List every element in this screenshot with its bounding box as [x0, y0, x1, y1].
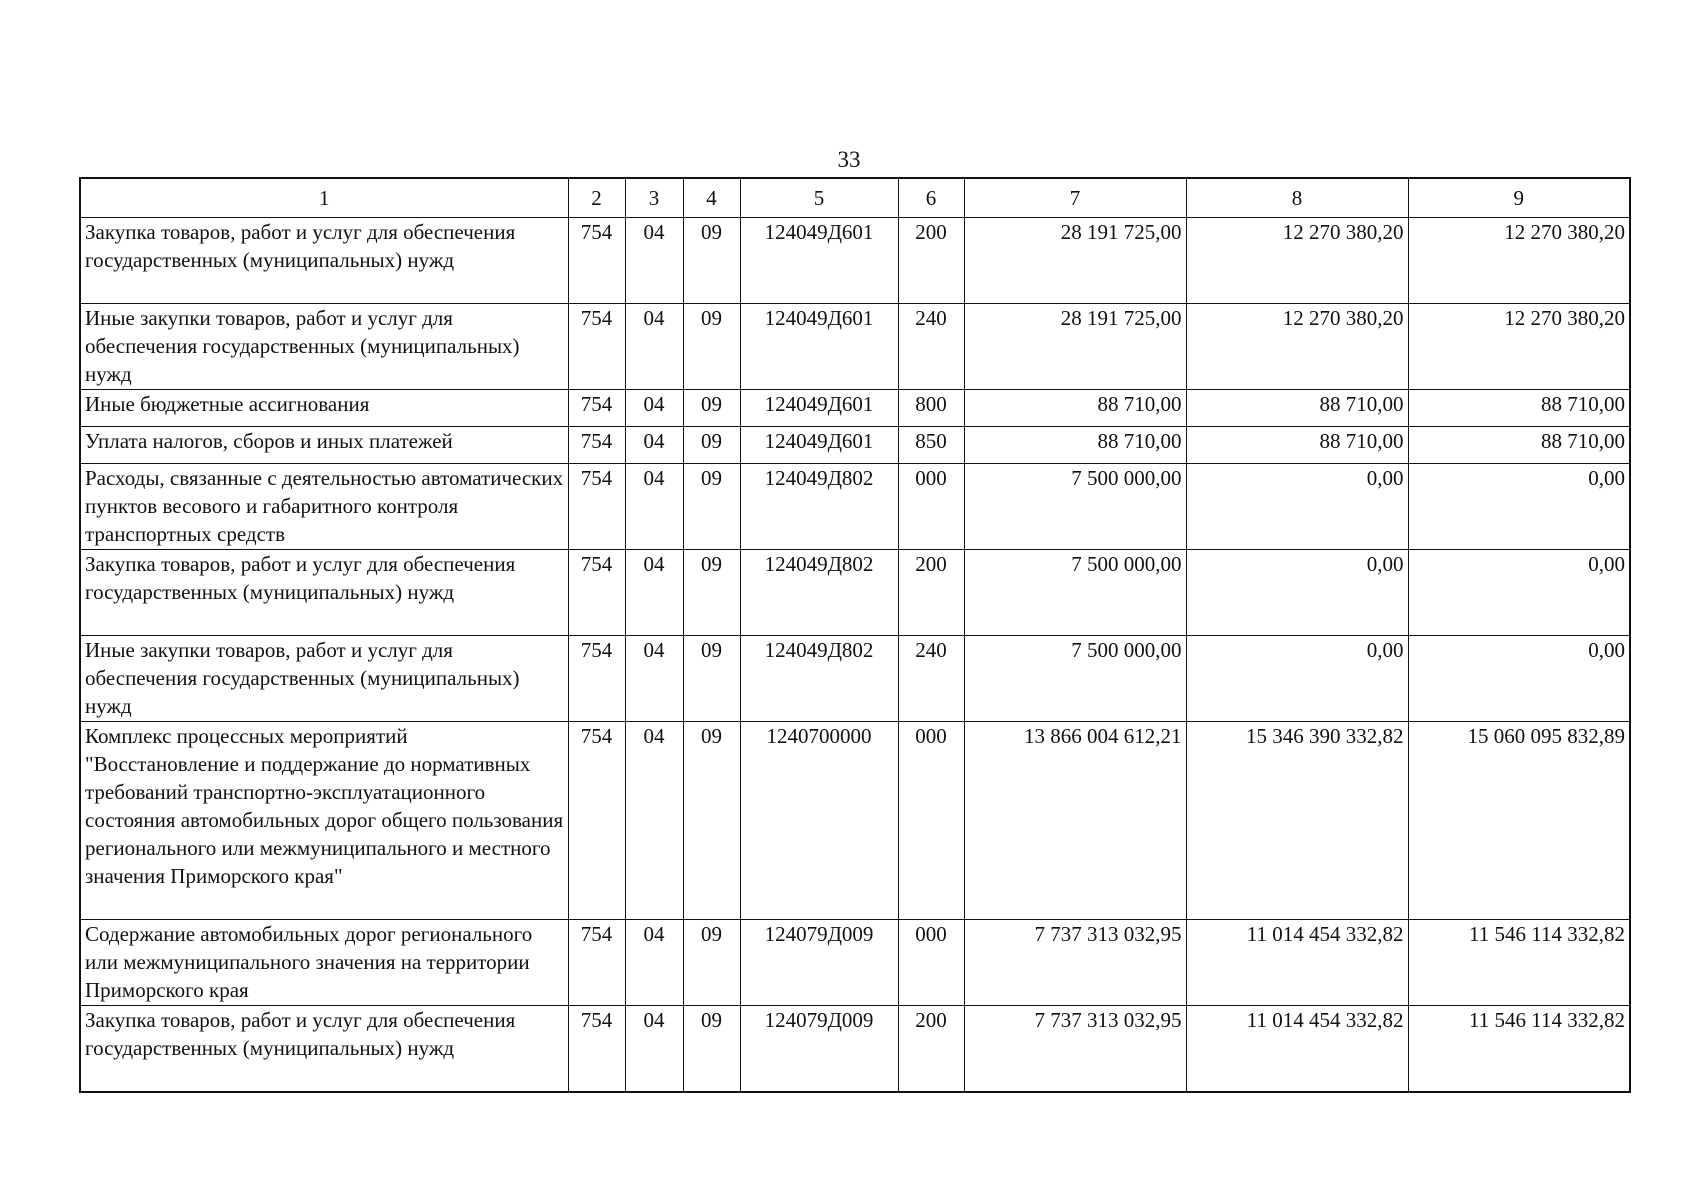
expense-type-cell: 000: [898, 722, 964, 920]
amount-col9-cell: 88 710,00: [1408, 390, 1630, 427]
expense-type-cell: 240: [898, 304, 964, 390]
amount-col7-cell: 28 191 725,00: [964, 304, 1186, 390]
ministry-code-cell: 754: [568, 427, 625, 464]
row-name-cell: Содержание автомобильных дорог регионального или межмуниципального значения на территории Приморского края: [80, 920, 568, 1006]
header-row: [80, 178, 1630, 218]
amount-col7-cell: 88 710,00: [964, 427, 1186, 464]
ministry-code-cell: 754: [568, 218, 625, 304]
target-code-cell: 124049Д802: [740, 636, 898, 722]
subsection-code-cell: 09: [683, 920, 740, 1006]
table-row: [80, 636, 1630, 722]
subsection-code-cell: 09: [683, 304, 740, 390]
table-row: [80, 722, 1630, 920]
table-row: [80, 464, 1630, 550]
section-code-cell: 04: [625, 550, 683, 636]
budget-table: [79, 177, 1631, 1093]
section-code-cell: 04: [625, 636, 683, 722]
subsection-code-cell: 09: [683, 550, 740, 636]
expense-type-cell: 200: [898, 550, 964, 636]
target-code-cell: 124079Д009: [740, 1006, 898, 1093]
section-code-cell: 04: [625, 464, 683, 550]
amount-col7-cell: 7 500 000,00: [964, 464, 1186, 550]
section-code-cell: 04: [625, 1006, 683, 1093]
section-code-cell: 04: [625, 722, 683, 920]
header-cell: 5: [740, 178, 898, 218]
amount-col9-cell: 11 546 114 332,82: [1408, 920, 1630, 1006]
amount-col7-cell: 7 737 313 032,95: [964, 920, 1186, 1006]
row-name-cell: Закупка товаров, работ и услуг для обеспечения государственных (муниципальных) нужд: [80, 550, 568, 636]
amount-col8-cell: 12 270 380,20: [1186, 304, 1408, 390]
table-row: [80, 304, 1630, 390]
amount-col8-cell: 88 710,00: [1186, 427, 1408, 464]
subsection-code-cell: 09: [683, 390, 740, 427]
amount-col7-cell: 28 191 725,00: [964, 218, 1186, 304]
ministry-code-cell: 754: [568, 304, 625, 390]
expense-type-cell: 000: [898, 464, 964, 550]
target-code-cell: 124049Д802: [740, 464, 898, 550]
header-cell: 3: [625, 178, 683, 218]
ministry-code-cell: 754: [568, 722, 625, 920]
row-name-cell: Уплата налогов, сборов и иных платежей: [80, 427, 568, 464]
header-cell: 2: [568, 178, 625, 218]
amount-col9-cell: 12 270 380,20: [1408, 218, 1630, 304]
section-code-cell: 04: [625, 304, 683, 390]
expense-type-cell: 200: [898, 1006, 964, 1093]
row-name-cell: Комплекс процессных мероприятий "Восстановление и поддержание до нормативных требований транспортно-эксплуатационного состояния автомобильных дорог общего пользования регионального или межмуниципального и местного значения Приморского края": [80, 722, 568, 920]
amount-col7-cell: 7 500 000,00: [964, 636, 1186, 722]
amount-col9-cell: 11 546 114 332,82: [1408, 1006, 1630, 1093]
amount-col8-cell: 88 710,00: [1186, 390, 1408, 427]
amount-col7-cell: 88 710,00: [964, 390, 1186, 427]
target-code-cell: 124049Д802: [740, 550, 898, 636]
ministry-code-cell: 754: [568, 920, 625, 1006]
section-code-cell: 04: [625, 390, 683, 427]
header-cell: 7: [964, 178, 1186, 218]
expense-type-cell: 800: [898, 390, 964, 427]
page-number: 33: [837, 147, 861, 172]
target-code-cell: 124049Д601: [740, 390, 898, 427]
header-cell: 9: [1408, 178, 1630, 218]
table-row: [80, 390, 1630, 427]
header-cell: 8: [1186, 178, 1408, 218]
subsection-code-cell: 09: [683, 1006, 740, 1093]
target-code-cell: 124079Д009: [740, 920, 898, 1006]
subsection-code-cell: 09: [683, 722, 740, 920]
amount-col9-cell: 0,00: [1408, 550, 1630, 636]
section-code-cell: 04: [625, 920, 683, 1006]
row-name-cell: Закупка товаров, работ и услуг для обеспечения государственных (муниципальных) нужд: [80, 1006, 568, 1093]
ministry-code-cell: 754: [568, 636, 625, 722]
row-name-cell: Закупка товаров, работ и услуг для обеспечения государственных (муниципальных) нужд: [80, 218, 568, 304]
target-code-cell: 1240700000: [740, 722, 898, 920]
subsection-code-cell: 09: [683, 427, 740, 464]
row-name-cell: Расходы, связанные с деятельностью автоматических пунктов весового и габаритного контроля транспортных средств: [80, 464, 568, 550]
amount-col8-cell: 0,00: [1186, 550, 1408, 636]
amount-col8-cell: 11 014 454 332,82: [1186, 920, 1408, 1006]
table-row: [80, 1006, 1630, 1093]
amount-col9-cell: 0,00: [1408, 636, 1630, 722]
expense-type-cell: 850: [898, 427, 964, 464]
table-row: [80, 920, 1630, 1006]
ministry-code-cell: 754: [568, 390, 625, 427]
expense-type-cell: 240: [898, 636, 964, 722]
table-row: [80, 427, 1630, 464]
amount-col7-cell: 7 500 000,00: [964, 550, 1186, 636]
target-code-cell: 124049Д601: [740, 304, 898, 390]
table-row: [80, 218, 1630, 304]
amount-col9-cell: 0,00: [1408, 464, 1630, 550]
expense-type-cell: 200: [898, 218, 964, 304]
row-name-cell: Иные закупки товаров, работ и услуг для обеспечения государственных (муниципальных) нужд: [80, 636, 568, 722]
ministry-code-cell: 754: [568, 464, 625, 550]
amount-col9-cell: 88 710,00: [1408, 427, 1630, 464]
header-cell: 6: [898, 178, 964, 218]
amount-col8-cell: 11 014 454 332,82: [1186, 1006, 1408, 1093]
expense-type-cell: 000: [898, 920, 964, 1006]
amount-col9-cell: 12 270 380,20: [1408, 304, 1630, 390]
section-code-cell: 04: [625, 218, 683, 304]
target-code-cell: 124049Д601: [740, 427, 898, 464]
section-code-cell: 04: [625, 427, 683, 464]
ministry-code-cell: 754: [568, 1006, 625, 1093]
row-name-cell: Иные бюджетные ассигнования: [80, 390, 568, 427]
target-code-cell: 124049Д601: [740, 218, 898, 304]
amount-col8-cell: 12 270 380,20: [1186, 218, 1408, 304]
row-name-cell: Иные закупки товаров, работ и услуг для обеспечения государственных (муниципальных) нужд: [80, 304, 568, 390]
amount-col7-cell: 13 866 004 612,21: [964, 722, 1186, 920]
header-cell: 1: [80, 178, 568, 218]
header-cell: 4: [683, 178, 740, 218]
subsection-code-cell: 09: [683, 218, 740, 304]
amount-col8-cell: 0,00: [1186, 464, 1408, 550]
amount-col8-cell: 0,00: [1186, 636, 1408, 722]
amount-col9-cell: 15 060 095 832,89: [1408, 722, 1630, 920]
amount-col7-cell: 7 737 313 032,95: [964, 1006, 1186, 1093]
subsection-code-cell: 09: [683, 636, 740, 722]
ministry-code-cell: 754: [568, 550, 625, 636]
subsection-code-cell: 09: [683, 464, 740, 550]
amount-col8-cell: 15 346 390 332,82: [1186, 722, 1408, 920]
table-row: [80, 550, 1630, 636]
